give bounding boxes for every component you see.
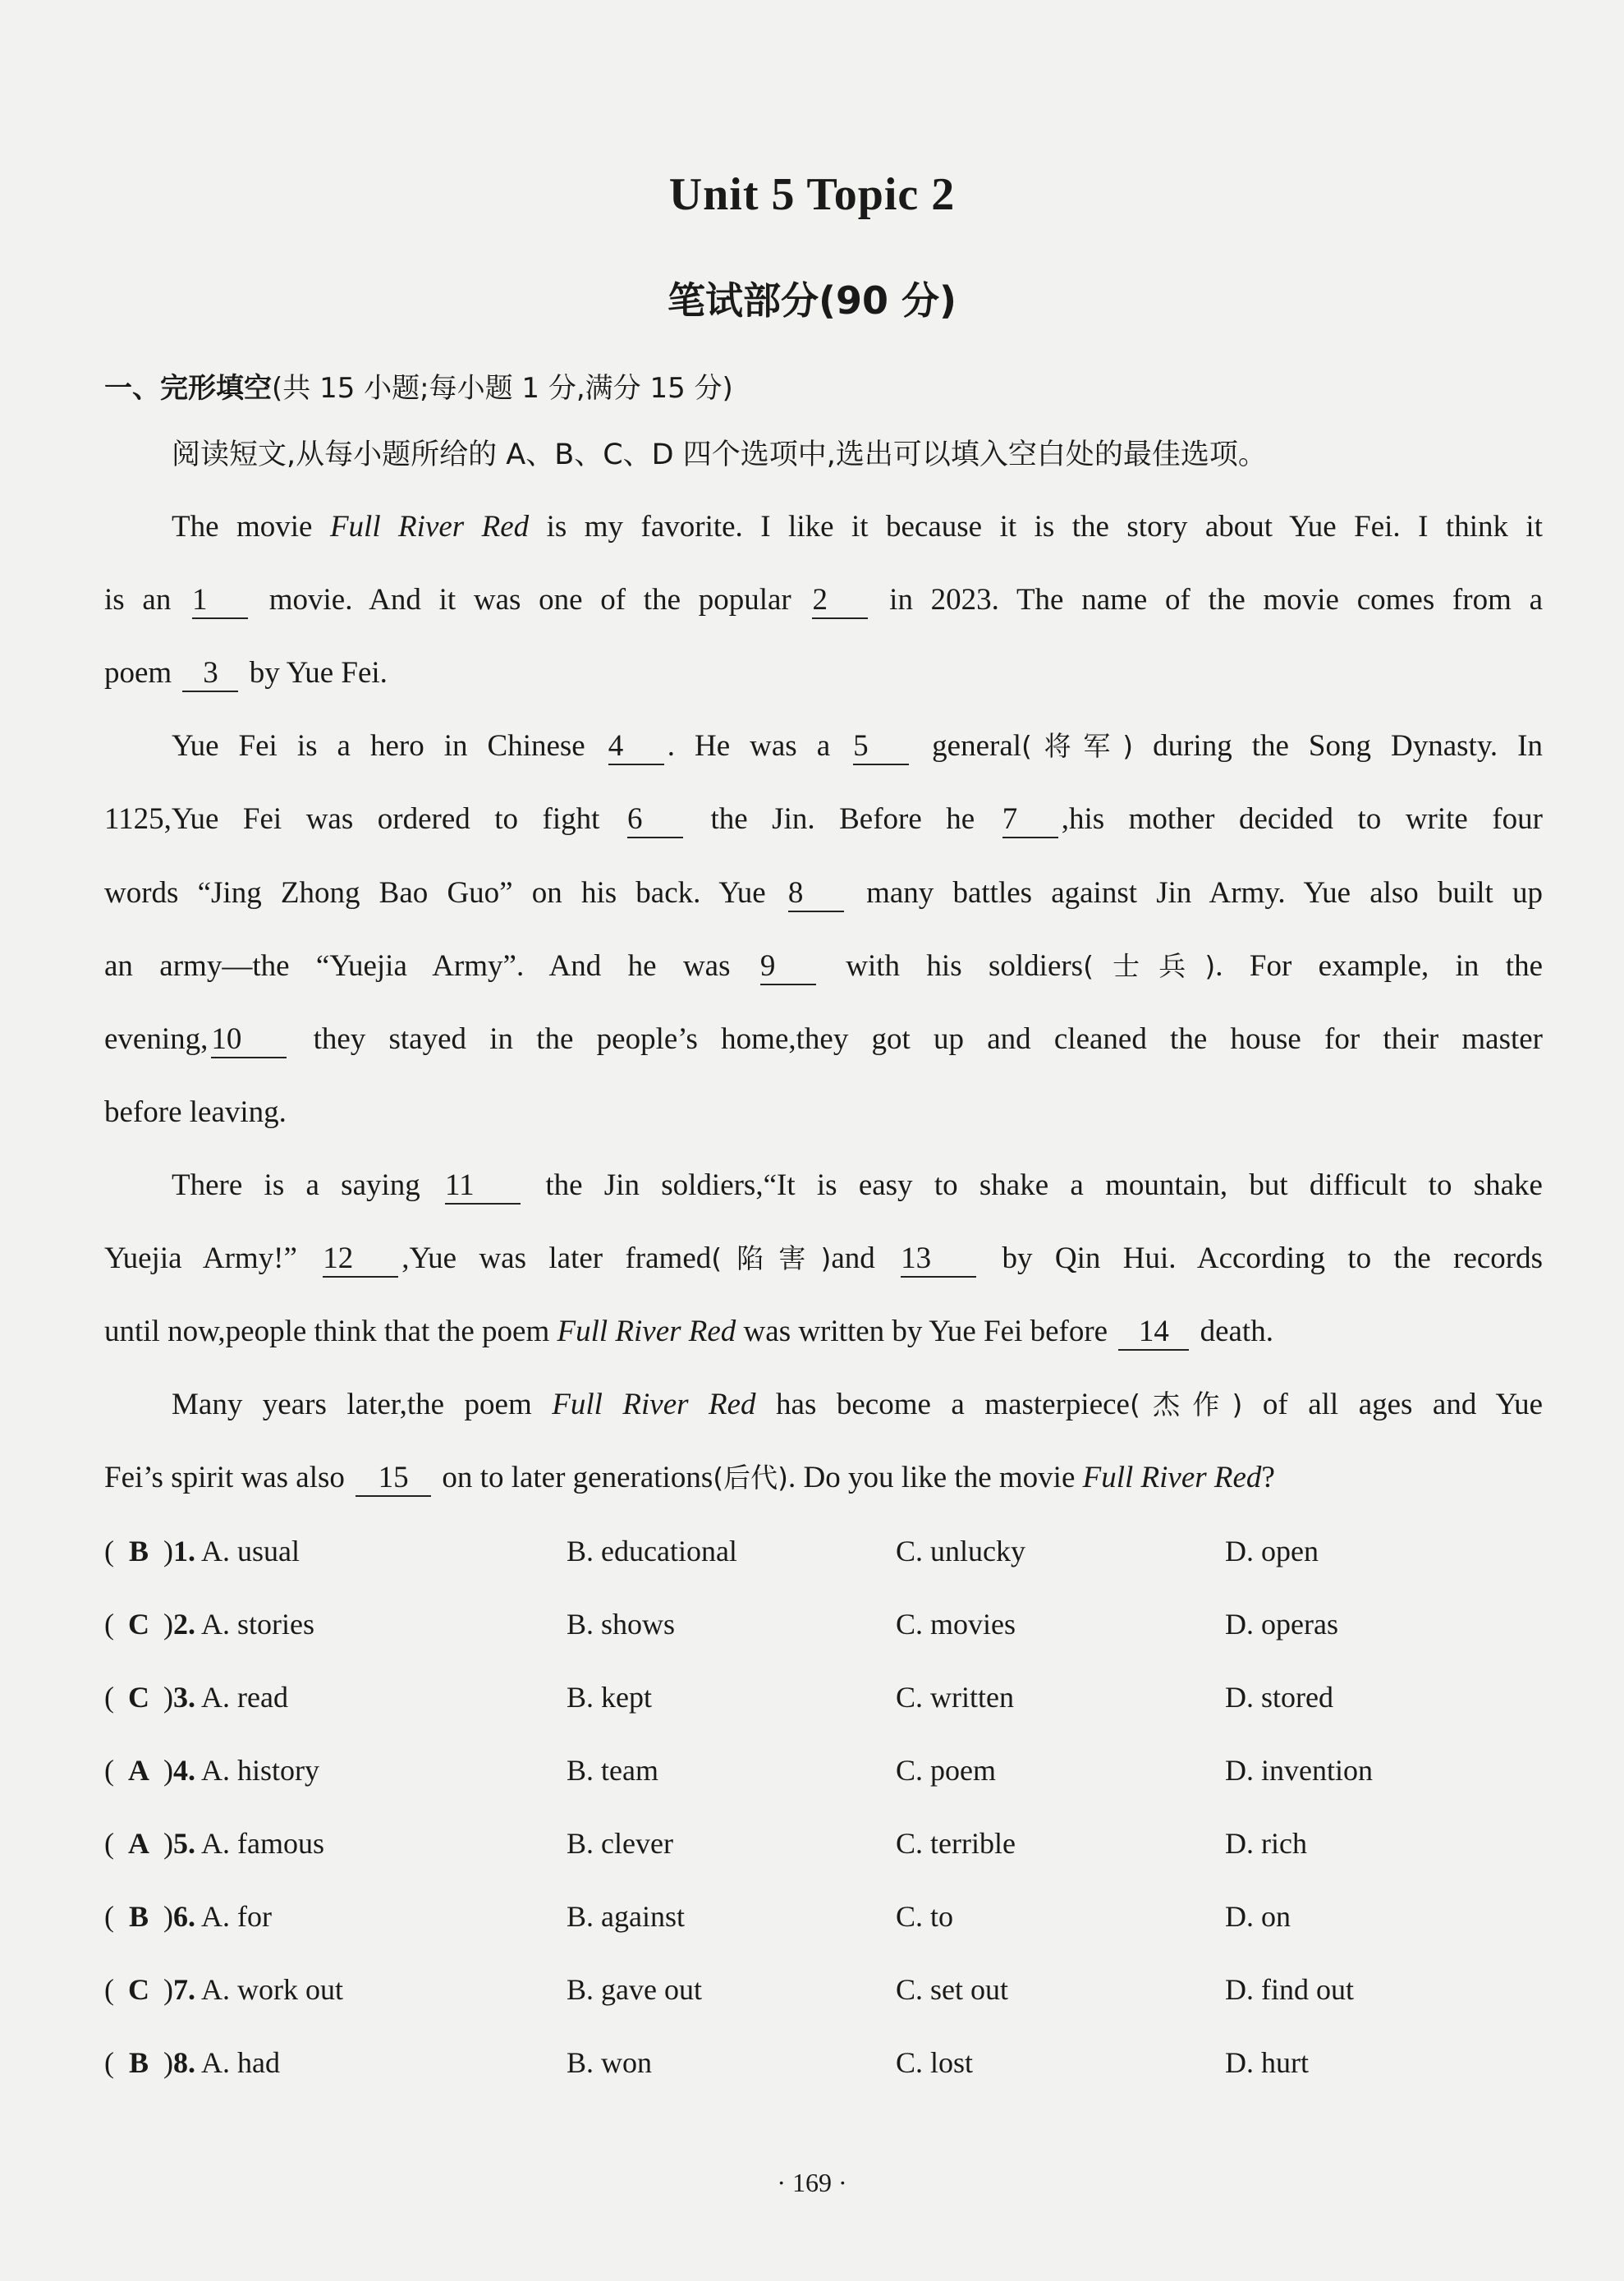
option-a-text: A. for <box>201 1900 272 1933</box>
option-a[interactable]: ( B )6. A. for <box>104 1900 272 1933</box>
option-d[interactable]: D. operas <box>1225 1608 1338 1641</box>
question-number: 4. <box>173 1754 195 1787</box>
question-row <box>104 1534 1543 1575</box>
passage-line: 1125,Yue Fei was ordered to fight 6 the Jin. Before he 7 ,his mother decided to write four <box>104 801 1543 838</box>
option-c[interactable]: C. movies <box>896 1608 1016 1641</box>
option-b[interactable]: B. against <box>567 1900 685 1933</box>
section-heading-note: (共 15 小题;每小题 1 分,满分 15 分) <box>272 372 733 405</box>
option-d[interactable]: D. hurt <box>1225 2046 1309 2079</box>
option-b[interactable]: B. won <box>567 2046 653 2079</box>
option-a[interactable]: ( A )5. A. famous <box>104 1827 324 1860</box>
option-d[interactable]: D. on <box>1225 1900 1291 1933</box>
option-c[interactable]: C. written <box>896 1681 1014 1714</box>
option-d[interactable]: D. stored <box>1225 1681 1333 1714</box>
option-b[interactable]: B. kept <box>567 1681 652 1714</box>
option-b[interactable]: B. clever <box>567 1827 673 1860</box>
question-number: 5. <box>173 1827 195 1860</box>
passage-line: before leaving. <box>104 1095 287 1129</box>
question-number: 3. <box>173 1681 195 1714</box>
option-c[interactable]: C. set out <box>896 1973 1009 2006</box>
blank-14[interactable]: 14 <box>1118 1315 1189 1351</box>
question-number: 6. <box>173 1900 195 1933</box>
instruction-text: 阅读短文,从每小题所给的 A、B、C、D 四个选项中,选出可以填入空白处的最佳选项。 <box>172 438 1267 471</box>
option-a-text: A. history <box>201 1754 320 1787</box>
option-b[interactable]: B. shows <box>567 1608 676 1641</box>
blank-1[interactable]: 1 <box>192 584 248 619</box>
passage-line: until now,people think that the poem Full River Red was written by Yue Fei before 14 death. <box>104 1314 1543 1351</box>
option-a-text: A. had <box>201 2046 280 2079</box>
option-d[interactable]: D. find out <box>1225 1973 1354 2006</box>
question-number: 2. <box>173 1608 195 1641</box>
page-number: · 169 · <box>777 2168 847 2197</box>
blank-10[interactable]: 10 <box>211 1023 287 1058</box>
option-a[interactable]: ( C )2. A. stories <box>104 1608 315 1641</box>
option-a-text: A. work out <box>201 1973 344 2006</box>
question-row <box>104 2045 1543 2086</box>
question-row <box>104 1607 1543 1648</box>
passage-line: poem 3 by Yue Fei. <box>104 655 1543 692</box>
answer-letter: B <box>128 1900 149 1933</box>
option-a-text: A. stories <box>201 1608 315 1641</box>
question-row <box>104 1899 1543 1940</box>
passage-line: Fei’s spirit was also 15 on to later generations(后代). Do you like the movie Full River Red? <box>104 1460 1543 1497</box>
passage-line: Many years later,the poem Full River Red has become a masterpiece(杰作) of all ages and Yue <box>172 1388 1544 1421</box>
question-row <box>104 1826 1543 1867</box>
answer-letter: B <box>128 1535 149 1567</box>
option-a[interactable]: ( C )7. A. work out <box>104 1973 344 2006</box>
passage-line: The movie Full River Red is my favorite. I like it because it is the story about Yue Fei. I think it <box>172 510 1543 544</box>
passage-line: Yue Fei is a hero in Chinese 4 . He was a 5 general(将军) during the Song Dynasty. In <box>172 728 1543 765</box>
section-subtitle: 笔试部分(90 分) <box>667 278 957 323</box>
passage-line: Yuejia Army!” 12 ,Yue was later framed(陷害)and 13 by Qin Hui. According to the records <box>104 1241 1543 1278</box>
option-a[interactable]: ( A )4. A. history <box>104 1754 320 1787</box>
blank-13[interactable]: 13 <box>901 1242 976 1278</box>
blank-7[interactable]: 7 <box>1002 803 1058 838</box>
blank-9[interactable]: 9 <box>760 950 816 985</box>
answer-letter: C <box>128 1973 149 2006</box>
blank-4[interactable]: 4 <box>608 730 664 765</box>
question-number: 1. <box>173 1535 195 1567</box>
answer-letter: B <box>128 2046 149 2079</box>
option-d[interactable]: D. rich <box>1225 1827 1307 1860</box>
option-b[interactable]: B. educational <box>567 1535 737 1567</box>
option-c[interactable]: C. terrible <box>896 1827 1016 1860</box>
blank-2[interactable]: 2 <box>812 584 868 619</box>
blank-3[interactable]: 3 <box>182 657 238 692</box>
option-c[interactable]: C. to <box>896 1900 954 1933</box>
passage-line: There is a saying 11 the Jin soldiers,“It is easy to shake a mountain, but difficult to shake <box>172 1168 1543 1205</box>
answer-letter: A <box>128 1827 149 1860</box>
option-a-text: A. read <box>201 1681 288 1714</box>
passage-line: an army—the “Yuejia Army”. And he was 9 with his soldiers(士兵). For example, in the <box>104 948 1543 985</box>
option-a[interactable]: ( B )1. A. usual <box>104 1535 300 1567</box>
question-row <box>104 1680 1543 1721</box>
blank-5[interactable]: 5 <box>853 730 909 765</box>
question-row <box>104 1753 1543 1794</box>
section-heading-label: 一、完形填空 <box>104 372 272 405</box>
option-d[interactable]: D. open <box>1225 1535 1319 1567</box>
option-a[interactable]: ( B )8. A. had <box>104 2046 280 2079</box>
passage-line: words “Jing Zhong Bao Guo” on his back. Yue 8 many battles against Jin Army. Yue also built up <box>104 875 1543 912</box>
blank-8[interactable]: 8 <box>788 877 844 912</box>
option-a-text: A. famous <box>201 1827 324 1860</box>
page-title: Unit 5 Topic 2 <box>668 169 956 220</box>
section-heading <box>104 365 733 406</box>
answer-letter: A <box>128 1754 149 1787</box>
question-number: 8. <box>173 2046 195 2079</box>
passage-line: evening, 10 they stayed in the people’s home,they got up and cleaned the house for their master <box>104 1021 1543 1058</box>
option-b[interactable]: B. gave out <box>567 1973 702 2006</box>
question-row <box>104 1972 1543 2013</box>
option-a[interactable]: ( C )3. A. read <box>104 1681 288 1714</box>
blank-6[interactable]: 6 <box>627 803 683 838</box>
option-b[interactable]: B. team <box>567 1754 658 1787</box>
option-d[interactable]: D. invention <box>1225 1754 1373 1787</box>
option-c[interactable]: C. lost <box>896 2046 974 2079</box>
answer-letter: C <box>128 1681 149 1714</box>
answer-letter: C <box>128 1608 149 1641</box>
blank-11[interactable]: 11 <box>445 1169 521 1205</box>
option-a-text: A. usual <box>201 1535 300 1567</box>
blank-15[interactable]: 15 <box>356 1462 431 1497</box>
blank-12[interactable]: 12 <box>323 1242 398 1278</box>
option-c[interactable]: C. unlucky <box>896 1535 1025 1567</box>
question-number: 7. <box>173 1973 195 2006</box>
passage-line: is an 1 movie. And it was one of the popular 2 in 2023. The name of the movie comes from a <box>104 582 1543 619</box>
option-c[interactable]: C. poem <box>896 1754 996 1787</box>
